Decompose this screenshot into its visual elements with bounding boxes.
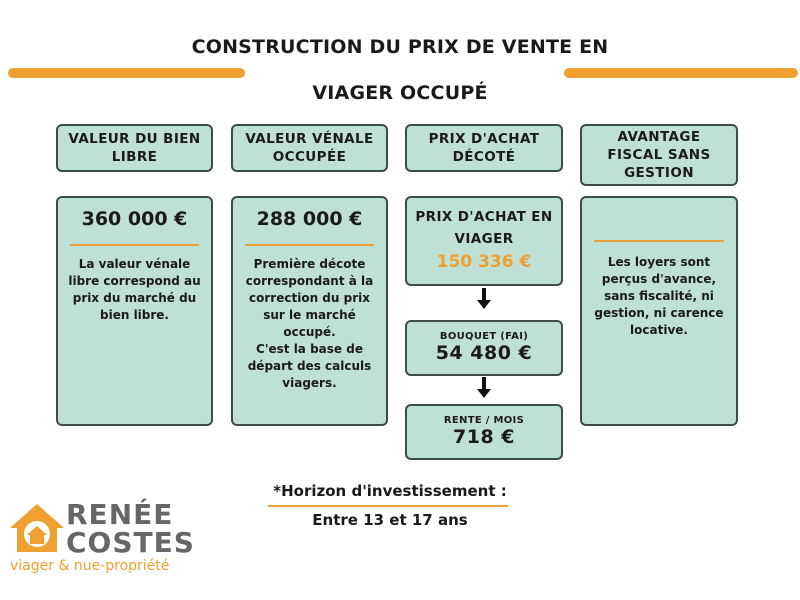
- header-prix-achat-decote: [405, 124, 563, 172]
- decorative-bar-right: [564, 68, 798, 78]
- house-logo-icon: [8, 502, 66, 554]
- separator: [594, 240, 724, 242]
- description-venale-occupee: [239, 256, 380, 392]
- header-label: PRIX D'ACHAT DÉCOTÉ: [428, 131, 540, 165]
- card-rente: [405, 404, 563, 460]
- value-venale-occupee: 288 000 €: [256, 208, 363, 230]
- value-bien-libre: 360 000 €: [81, 208, 188, 230]
- decorative-bar-left: [8, 68, 245, 78]
- bouquet-label: BOUQUET (FAI): [439, 331, 529, 342]
- header-label: VALEUR VÉNALE OCCUPÉE: [245, 131, 374, 165]
- card-avantage-fiscal: [580, 196, 738, 426]
- bouquet-value: 54 480 €: [435, 342, 533, 364]
- prix-achat-value: 150 336 €: [436, 252, 532, 272]
- card-prix-achat-viager: [405, 196, 563, 286]
- description-line: C'est la base de départ des calculs viagers.: [247, 342, 372, 390]
- description-line: Première décote correspondant à la correction du prix sur le marché occupé.: [245, 257, 374, 339]
- horizon-value: Entre 13 et 17 ans: [312, 511, 468, 529]
- rente-value: 718 €: [453, 426, 515, 448]
- horizon-title: *Horizon d'investissement :: [273, 482, 507, 500]
- logo-name-line1: RENÉE: [66, 498, 174, 531]
- page-title-line2: VIAGER OCCUPÉ: [312, 82, 488, 104]
- description-avantage-fiscal: Les loyers sont perçus d'avance, sans fiscalité, ni gestion, ni carence locative.: [594, 255, 724, 337]
- separator: [245, 244, 374, 246]
- separator: [70, 244, 199, 246]
- logo-tagline: viager & nue-propriété: [10, 558, 170, 574]
- card-bouquet: [405, 320, 563, 376]
- header-valeur-bien-libre: [56, 124, 213, 172]
- page-title-line1: CONSTRUCTION DU PRIX DE VENTE EN: [191, 36, 609, 58]
- prix-achat-label: PRIX D'ACHAT EN VIAGER: [415, 209, 553, 247]
- header-avantage-fiscal: [580, 124, 738, 186]
- header-label: AVANTAGE FISCAL SANS GESTION: [607, 129, 711, 181]
- card-valeur-venale-occupee: [231, 196, 388, 426]
- header-label: VALEUR DU BIEN LIBRE: [68, 131, 201, 165]
- logo-name-line2: COSTES: [66, 526, 195, 559]
- horizon-separator: [268, 505, 508, 507]
- rente-label: RENTE / MOIS: [443, 415, 525, 426]
- header-valeur-venale-occupee: [231, 124, 388, 172]
- card-valeur-bien-libre: [56, 196, 213, 426]
- description-bien-libre: La valeur vénale libre correspond au prix du marché du bien libre.: [68, 257, 201, 322]
